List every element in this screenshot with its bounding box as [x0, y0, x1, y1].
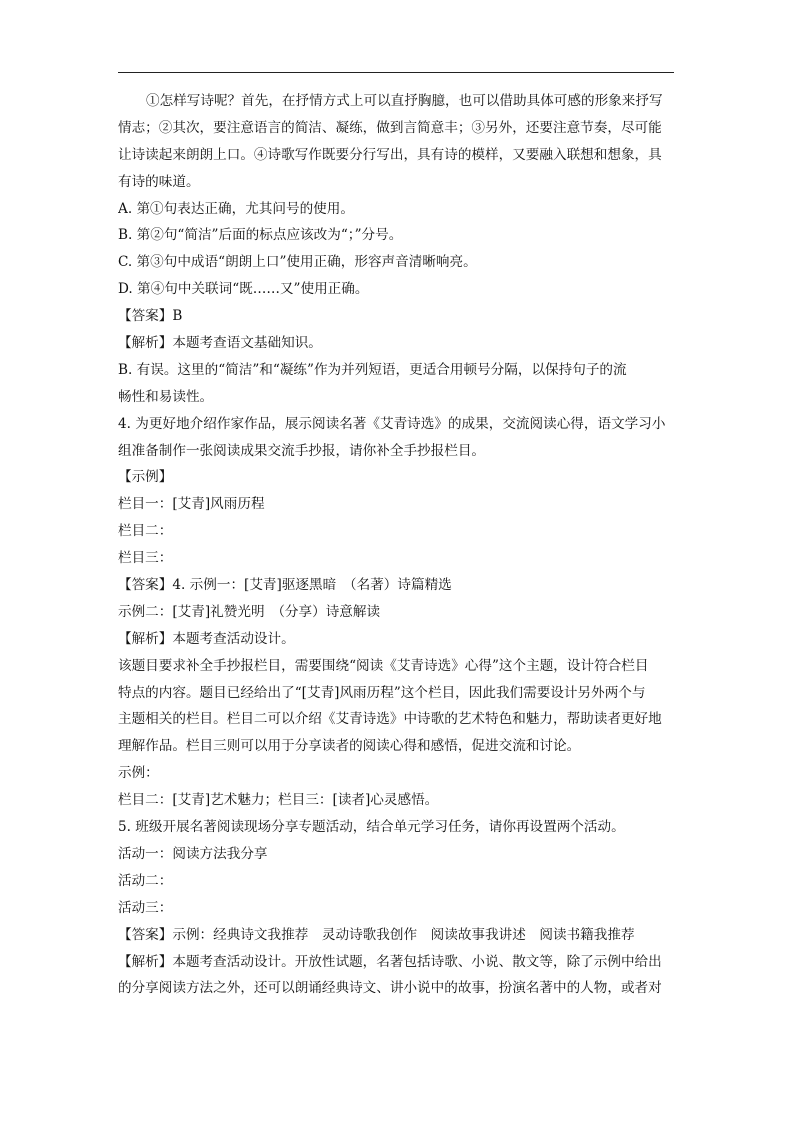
option-a: A. 第①句表达正确，尤其问号的使用。 — [118, 200, 354, 217]
column-item: 栏目三： — [118, 550, 173, 567]
column-item: 栏目二： — [118, 523, 173, 540]
option-d: D. 第④句中关联词“既……又”使用正确。 — [118, 281, 369, 298]
column-item: 栏目一：[艾青]风雨历程 — [118, 496, 265, 513]
question-4: 4. 为更好地介绍作家作品，展示阅读名著《艾青诗选》的成果，交流阅读心得，语文学习小 — [118, 415, 666, 432]
analysis-line: 【解析】本题考查活动设计。 — [118, 630, 295, 647]
document-body — [118, 88, 680, 1002]
analysis-text: 该题目要求补全手抄报栏目，需要围绕“阅读《艾青诗选》心得”这个主题，设计符合栏目 — [118, 657, 649, 674]
example-label: 示例： — [118, 765, 159, 782]
analysis-text: 畅性和易读性。 — [118, 388, 214, 405]
header-rule — [118, 72, 674, 73]
paragraph-line: ①怎样写诗呢？首先，在抒情方式上可以直抒胸臆，也可以借助具体可感的形象来抒写 — [146, 93, 663, 109]
activity-item: 活动一：阅读方法我分享 — [118, 845, 268, 862]
activity-item: 活动二： — [118, 872, 173, 889]
option-c: C. 第③句中成语“朗朗上口”使用正确，形容声音清晰响亮。 — [118, 254, 477, 271]
question-5: 5. 班级开展名著阅读现场分享专题活动，结合单元学习任务，请你再设置两个活动。 — [118, 819, 625, 836]
answer-line: 【答案】B — [118, 308, 183, 325]
activity-item: 活动三： — [118, 899, 173, 916]
answer-line: 示例二：[艾青]礼赞光明 （分享）诗意解读 — [118, 603, 381, 620]
analysis-text: 理解作品。栏目三则可以用于分享读者的阅读心得和感悟，促进交流和讨论。 — [118, 738, 581, 755]
paragraph-line: 有诗的味道。 — [118, 173, 200, 190]
analysis-text: B. 有误。这里的“简洁”和“凝练”作为并列短语，更适合用顿号分隔，以保持句子的流 — [118, 361, 627, 378]
analysis-text: 的分享阅读方法之外，还可以朗诵经典诗文、讲小说中的故事，扮演名著中的人物，或者对 — [118, 980, 662, 997]
paragraph-line: 让诗读起来朗朗上口。④诗歌写作既要分行写出，具有诗的模样，又要融入联想和想象，具 — [118, 146, 662, 163]
paragraph-line: 情志；②其次，要注意语言的简洁、凝练，做到言简意丰；③另外，还要注意节奏，尽可能 — [118, 119, 662, 136]
analysis-text: 主题相关的栏目。栏目二可以介绍《艾青诗选》中诗歌的艺术特色和魅力，帮助读者更好地 — [118, 711, 662, 728]
option-b: B. 第②句“简洁”后面的标点应该改为“；”分号。 — [118, 227, 403, 244]
example-text: 栏目二：[艾青]艺术魅力；栏目三：[读者]心灵感悟。 — [118, 792, 439, 809]
analysis-line: 【解析】本题考查语文基础知识。 — [118, 335, 322, 352]
analysis-text: 特点的内容。题目已经给出了“[艾青]风雨历程”这个栏目，因此我们需要设计另外两个与 — [118, 684, 646, 701]
answer-line: 【答案】示例：经典诗文我推荐 灵动诗歌我创作 阅读故事我讲述 阅读书籍我推荐 — [118, 926, 635, 943]
analysis-line: 【解析】本题考查活动设计。开放性试题，名著包括诗歌、小说、散文等，除了示例中给出 — [118, 953, 662, 970]
answer-line: 【答案】4. 示例一：[艾青]驱逐黑暗 （名著）诗篇精选 — [118, 577, 452, 594]
example-heading: 【示例】 — [118, 469, 173, 486]
question-4: 组准备制作一张阅读成果交流手抄报，请你补全手抄报栏目。 — [118, 442, 486, 459]
